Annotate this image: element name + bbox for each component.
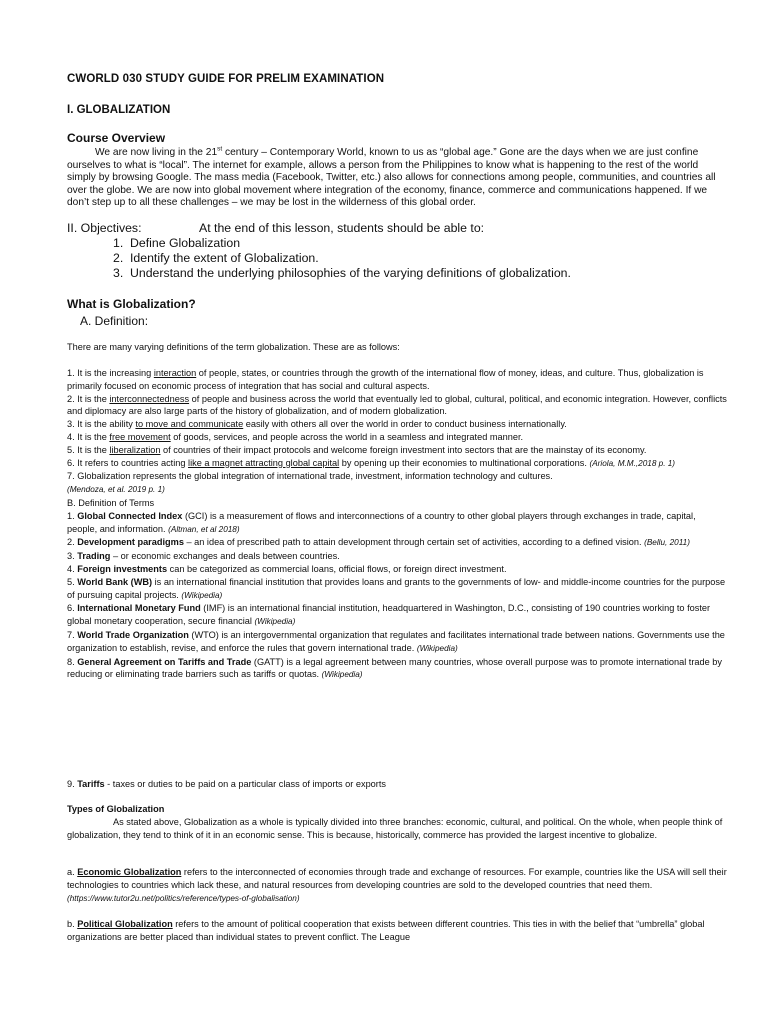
definition-item: 6. It refers to countries acting like a magnet attracting global capital by opening up their economies to multinational corporations. (Ariola, M.M.,2018 p. 1) — [67, 457, 676, 468]
objective-item: 3. Understand the underlying philosophies of the varying definitions of globalization. — [113, 266, 571, 280]
term-item: 2. Development paradigms – an idea of prescribed path to attain development through certain set of activities, according to a defined vision. (Bellu, 2011) — [67, 537, 690, 548]
definition-item: 7. Globalization represents the global integration of international trade, investment, information technology and cultures. (Mendoza, et al. 2019 p. 1) — [67, 471, 553, 495]
course-overview-heading: Course Overview — [67, 131, 166, 145]
document-title: CWORLD 030 STUDY GUIDE FOR PRELIM EXAMINATION — [67, 73, 385, 85]
definition-item: 2. It is the interconnectedness of people and business across the world that eventually led to global, cultural, political, and economic integration. However, conflicts and diplomacy are also large parts of the history of globalization, and of modern globalization. — [67, 393, 727, 417]
definitions-intro: There are many varying definitions of the term globalization. These are as follows: — [67, 342, 400, 352]
term-item: 1. Global Connected Index (GCI) is a measurement of flows and interconnections of a country to other global players through exchanges in trade, capital, people, and information. (Altman, et al 2018) — [67, 510, 696, 534]
types-paragraph: As stated above, Globalization as a whole is typically divided into three branches: economic, cultural, and political. On the whole, when people think of globalization, they tend to think of it in an economic sense. This is because, historically, commerce has provided the largest incentive to globalize. — [67, 817, 723, 840]
definition-item: 3. It is the ability to move and communicate easily with others all over the world in order to conduct business internationally. — [67, 419, 567, 430]
definition-subheading: A. Definition: — [80, 314, 149, 328]
term-item: 6. International Monetary Fund (IMF) is an international financial institution, headquartered in Washington, D.C., consisting of 190 countries working to foster global monetary cooperation, secure financial (Wikipedia) — [67, 603, 711, 627]
term-item: 7. World Trade Organization (WTO) is an intergovernmental organization that regulates and facilitates international trade between nations. Governments use the organization to establish, revise, and enforce the rules that govern international trade. (Wikipedia) — [67, 629, 725, 653]
objective-item: 2. Identify the extent of Globalization. — [113, 251, 319, 265]
term-item: 4. Foreign investments can be categorized as commercial loans, official flows, or foreign direct investment. — [67, 563, 507, 574]
term-item: 5. World Bank (WB) is an international financial institution that provides loans and grants to the governments of low- and middle-income countries for the purpose of pursuing capital projects. (Wikipedia) — [67, 576, 726, 600]
definition-of-terms-heading: B. Definition of Terms — [67, 497, 155, 508]
economic-globalization-item: a. Economic Globalization refers to the interconnected of economies through trade and exchange of resources. For example, countries like the USA will sell their technologies to countries which lack these, and natural resources from developing countries are sold to the developed countries that need them. (https://www.tutor2u.net/politics/reference/types-of-globalisation) — [67, 867, 727, 903]
definition-item: 5. It is the liberalization of countries of their impact protocols and welcome foreign investment into sectors that are the mainstay of its economy. — [67, 444, 647, 455]
definition-item: 4. It is the free movement of goods, services, and people across the world in a seamless and integrated manner. — [67, 431, 524, 442]
term-item: 3. Trading – or economic exchanges and deals between countries. — [67, 551, 340, 562]
term-item: 8. General Agreement on Tariffs and Trade (GATT) is a legal agreement between many countries, whose overall purpose was to promote international trade by reducing or eliminating trade barriers such as tariffs or quotas. (Wikipedia) — [67, 656, 722, 680]
what-is-globalization-heading: What is Globalization? — [67, 297, 196, 311]
definitions-list — [67, 367, 728, 682]
definition-item: 1. It is the increasing interaction of people, states, or countries through the growth of the international flow of money, ideas, and culture. Thus, globalization is primarily focused on economic process of integration that has social and cultural aspects. — [67, 368, 704, 391]
objectives-heading: II. Objectives: At the end of this lesson, students should be able to: — [67, 221, 485, 235]
types-of-globalization-heading: Types of Globalization — [67, 804, 165, 814]
course-overview-paragraph: We are now living in the 21st century – Contemporary World, known to us as “global age.” Gone are the days when we are just confine ourselves to what is “local”. The internet for example, allows a person from the Philippines to know what is happening to the rest of the world simply by browsing Google. The mass media (Facebook, Twitter, etc.) also allows for connections among people, communities, and countries all over the globe. We are now into global movement where integration of the economy, finance, commerce and communications happened. If we don’t step up to all these challenges – we may be lost in the wilderness of this global order. — [67, 145, 716, 208]
political-globalization-item: b. Political Globalization refers to the amount of political cooperation that exists between different countries. This ties in with the belief that “umbrella” global organizations are better placed than individual states to prevent conflict. The League — [67, 919, 705, 942]
objective-item: 1. Define Globalization — [113, 236, 241, 250]
term-item-tariffs: 9. Tariffs - taxes or duties to be paid on a particular class of imports or exports — [67, 779, 386, 789]
section-heading-globalization: I. GLOBALIZATION — [67, 104, 171, 116]
objectives-list — [67, 236, 728, 281]
